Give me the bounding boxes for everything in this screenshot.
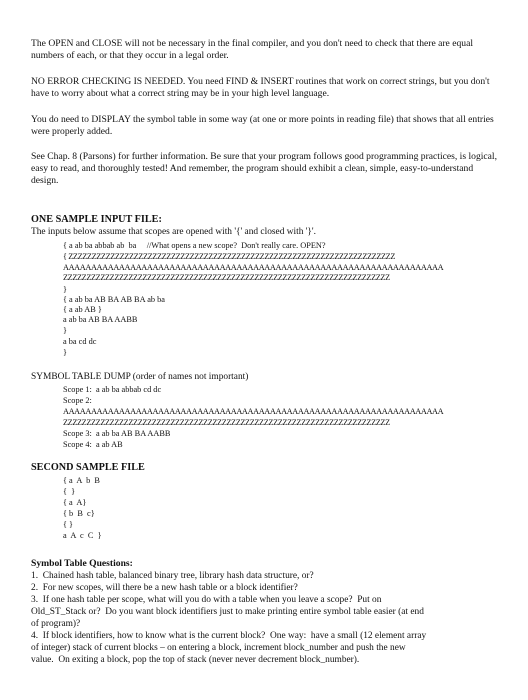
sample-input-intro: The inputs below assume that scopes are opened with '{' and closed with '}'. [31,227,316,237]
dump-line: Scope 4: a ab AB [63,440,123,449]
sample-input-line: } [63,326,67,335]
question-line: value. On exiting a block, pop the top of stack (never never decrement block_number). [31,655,360,665]
sample-input-line: ZZZZZZZZZZZZZZZZZZZZZZZZZZZZZZZZZZZZZZZZZZZZZZZZZZZZZZZZZZZZZZZZZZZZZZ [63,273,390,282]
sample-input-line: a ba cd dc [63,337,97,346]
second-sample-line: { b B c} [63,509,95,518]
sample-input-line: { a ab AB } [63,305,102,314]
question-line: 3. If one hash table per scope, what will you do with a table when you leave a scope? Put on [31,595,382,605]
sample-input-line: } [63,348,67,357]
sample-input-line: { a ab ba abbab ab ba //What opens a new scope? Don't really care. OPEN? [63,241,326,250]
sample-input-line: { a ab ba AB BA AB BA ab ba [63,295,165,304]
question-line: of integer) stack of current blocks – on entering a block, increment block_number and push the new [31,643,406,653]
second-sample-heading: SECOND SAMPLE FILE [31,462,145,473]
second-sample-line: a A c C } [63,531,102,540]
question-line: 1. Chained hash table, balanced binary tree, library hash data structure, or? [31,571,314,581]
second-sample-line: { a A} [63,498,87,507]
paragraph-no-error-checking: NO ERROR CHECKING IS NEEDED. You need FIND & INSERT routines that work on correct strings, but you don't have to worry about what a correct string may be in your high level language. [31,76,490,99]
paragraph-open-close: The OPEN and CLOSE will not be necessary in the final compiler, and you don't need to check that there are equal numbers of each, or that they occur in a legal order. [31,38,473,61]
paragraph-display-symbol-table: You do need to DISPLAY the symbol table in some way (at one or more points in reading file) that shows that all entries were properly added. [31,114,494,137]
dump-line: AAAAAAAAAAAAAAAAAAAAAAAAAAAAAAAAAAAAAAAAAAAAAAAAAAAAAAAAAAAAAAAAAAAA [63,407,444,416]
dump-line: Scope 2: [63,396,92,405]
sample-input-line: a ab ba AB BA AABB [63,315,138,324]
dump-line: ZZZZZZZZZZZZZZZZZZZZZZZZZZZZZZZZZZZZZZZZZZZZZZZZZZZZZZZZZZZZZZZZZZZZZZ [63,418,390,427]
sample-input-line: } [63,285,67,294]
dump-line: Scope 1: a ab ba abbab cd dc [63,385,162,394]
sample-input-line: { ZZZZZZZZZZZZZZZZZZZZZZZZZZZZZZZZZZZZZZZZZZZZZZZZZZZZZZZZZZZZZZZZZZZZZZ [63,252,396,261]
symbol-table-questions-heading: Symbol Table Questions: [31,558,133,569]
symbol-table-dump-heading: SYMBOL TABLE DUMP (order of names not important) [31,372,249,382]
second-sample-line: { a A b B [63,476,100,485]
sample-input-line: AAAAAAAAAAAAAAAAAAAAAAAAAAAAAAAAAAAAAAAAAAAAAAAAAAAAAAAAAAAAAAAAAAAA [63,263,444,272]
question-line: of program)? [31,619,81,629]
question-line: 4. If block identifiers, how to know what is the current block? One way: have a small (12 element array [31,631,427,641]
question-line: 2. For new scopes, will there be a new hash table or a block identifier? [31,583,298,593]
question-line: Old_ST_Stack or? Do you want block identifiers just to make printing entire symbol table easier (at end [31,607,424,617]
sample-input-heading: ONE SAMPLE INPUT FILE: [31,214,162,225]
second-sample-line: { } [63,487,76,496]
second-sample-line: { } [63,520,74,529]
paragraph-see-chapter: See Chap. 8 (Parsons) for further information. Be sure that your program follows good programming practices, is logical, easy to read, and thoroughly tested! And remember, the program should exhibit a clean, simple, easy-to-understand design. [31,151,497,186]
dump-line: Scope 3: a ab ba AB BA AABB [63,429,171,438]
